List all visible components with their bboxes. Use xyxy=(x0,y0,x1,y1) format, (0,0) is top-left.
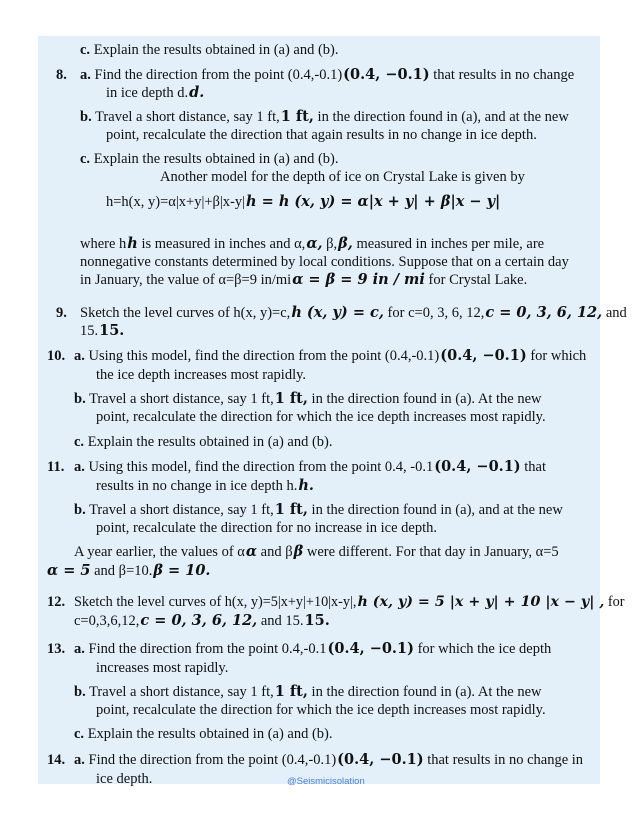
model-description-3: in January, the value of α=β=9 in/miα = β = 9 in / mi for Crystal Lake. xyxy=(80,271,528,288)
item-8a: a. Find the direction from the point (0.4,-0.1)(0.4, −0.1) that results in no change xyxy=(80,66,575,83)
model-description-2: nonnegative constants determined by local conditions. Suppose that on a certain day xyxy=(80,254,569,270)
problem-number-11: 11. xyxy=(47,459,65,475)
item-8a-cont: in ice depth d.d. xyxy=(106,84,205,101)
year-earlier-text: A year earlier, the values of αα and ββ were different. For that day in January, α=5 xyxy=(74,543,559,560)
item-11a: a. Using this model, find the direction from the point 0.4, -0.1(0.4, −0.1) that xyxy=(74,458,547,475)
item-9-cont: 15.15. xyxy=(80,322,125,339)
problem-number-12: 12. xyxy=(47,594,66,610)
item-9: Sketch the level curves of h(x, y)=c,h (x, y) = c, for c=0, 3, 6, 12,c = 0, 3, 6, 12, and xyxy=(80,304,627,321)
item-13b: b. Travel a short distance, say 1 ft,1 ft, in the direction found in (a). At the new xyxy=(74,683,542,700)
model-equation: h=h(x, y)=α|x+y|+β|x-y|h = h (x, y) = α|x + y| + β|x − y| xyxy=(106,193,501,210)
item-11a-cont: results in no change in ice depth h.h. xyxy=(96,477,314,494)
item-11b-cont: point, recalculate the direction for no increase in ice depth. xyxy=(96,520,438,536)
problem-number-9: 9. xyxy=(56,305,67,321)
item-8c: c. Explain the results obtained in (a) and (b). xyxy=(80,151,339,167)
item-13b-cont: point, recalculate the direction for which the ice depth increases most rapidly. xyxy=(96,702,546,718)
item-8b-cont: point, recalculate the direction that again results in no change in ice depth. xyxy=(106,127,537,143)
problem-number-13: 13. xyxy=(47,641,66,657)
year-earlier-values: α = 5 and β=10.β = 10. xyxy=(47,562,211,579)
item-7c: c. Explain the results obtained in (a) and (b). xyxy=(80,42,339,58)
item-12: Sketch the level curves of h(x, y)=5|x+y|+10|x-y|,h (x, y) = 5 |x + y| + 10 |x − y| , for xyxy=(74,594,625,610)
problem-number-10: 10. xyxy=(47,348,66,364)
problem-number-14: 14. xyxy=(47,752,66,768)
item-13a-cont: increases most rapidly. xyxy=(96,660,229,676)
item-13a: a. Find the direction from the point 0.4,-0.1(0.4, −0.1) for which the ice depth xyxy=(74,640,552,657)
item-11b: b. Travel a short distance, say 1 ft,1 ft, in the direction found in (a), and at the new xyxy=(74,501,563,518)
item-10b: b. Travel a short distance, say 1 ft,1 ft, in the direction found in (a). At the new xyxy=(74,390,542,407)
item-10a-cont: the ice depth increases most rapidly. xyxy=(96,367,307,383)
item-10c: c. Explain the results obtained in (a) and (b). xyxy=(74,434,333,450)
watermark: @Seismicisolation xyxy=(287,776,365,787)
item-10b-cont: point, recalculate the direction for which the ice depth increases most rapidly. xyxy=(96,409,546,425)
model-intro: Another model for the depth of ice on Crystal Lake is given by xyxy=(160,169,525,185)
item-14a: a. Find the direction from the point (0.4,-0.1)(0.4, −0.1) that results in no change in xyxy=(74,751,584,768)
item-12-cont: c=0,3,6,12,c = 0, 3, 6, 12, and 15.15. xyxy=(74,612,330,629)
model-description-1: where hh is measured in inches and α,α, β,β, measured in inches per mile, are xyxy=(80,235,545,252)
item-8b: b. Travel a short distance, say 1 ft,1 ft, in the direction found in (a), and at the new xyxy=(80,108,569,125)
item-13c: c. Explain the results obtained in (a) and (b). xyxy=(74,726,333,742)
item-10a: a. Using this model, find the direction from the point (0.4,-0.1)(0.4, −0.1) for which xyxy=(74,347,587,364)
item-14a-cont: ice depth. xyxy=(96,771,153,787)
problem-number-8: 8. xyxy=(56,67,67,83)
